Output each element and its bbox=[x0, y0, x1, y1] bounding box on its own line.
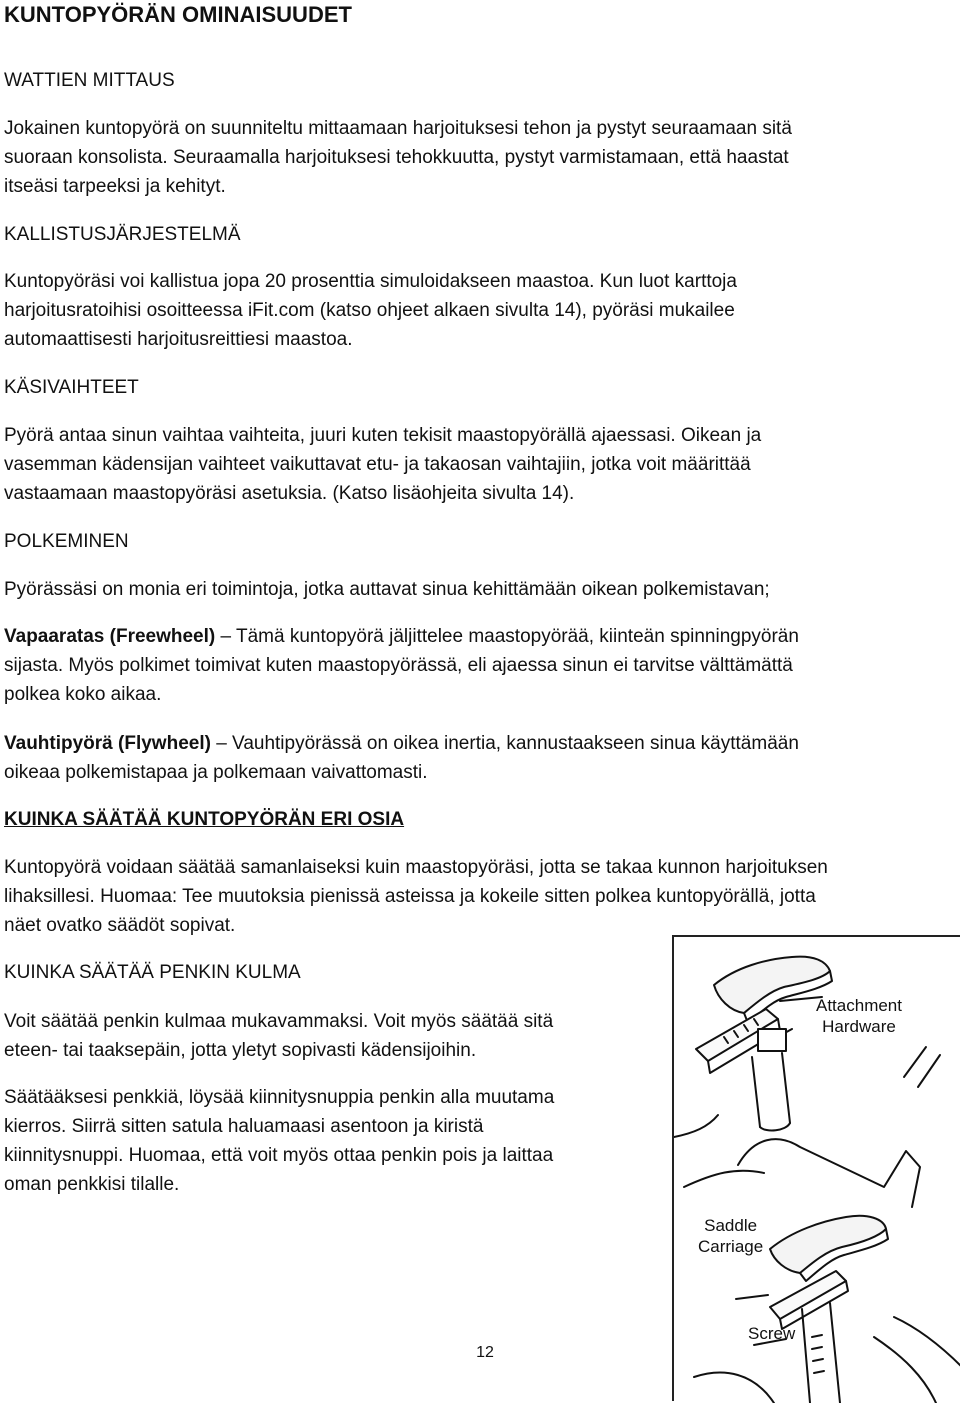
section-heading-shifters: KÄSIVAIHTEET bbox=[4, 377, 139, 398]
adjust-line-2: lihaksillesi. Huomaa: Tee muutoksia pienissä asteissa ja kokeile sitten polkea kuntopyörällä, jotta bbox=[4, 886, 816, 907]
seat-para1-line-1: Voit säätää penkin kulmaa mukavammaksi. Voit myös säätää sitä bbox=[4, 1011, 554, 1032]
freewheel-desc: – Tämä kuntopyörä jäljittelee maastopyörää, kiinteän spinningpyörän bbox=[215, 626, 799, 647]
label-saddle-line-2: Carriage bbox=[698, 1237, 764, 1256]
label-attachment-line-2: Hardware bbox=[822, 1017, 896, 1036]
section-heading-tilt: KALLISTUSJÄRJESTELMÄ bbox=[4, 224, 241, 245]
label-saddle-carriage bbox=[698, 1215, 763, 1257]
page-number: 12 bbox=[476, 1344, 494, 1361]
seat-para1-line-2: eteen- tai taaksepäin, jotta yletyt sopivasti kädensijoihin. bbox=[4, 1040, 477, 1061]
label-attachment-line-1: Attachment bbox=[816, 996, 902, 1015]
freewheel-line-3: polkea koko aikaa. bbox=[4, 684, 162, 705]
seat-para2-line-1: Säätääksesi penkkiä, löysää kiinnitysnuppia penkin alla muutama bbox=[4, 1087, 555, 1108]
label-attachment-hardware bbox=[816, 995, 902, 1037]
watts-line-1: Jokainen kuntopyörä on suunniteltu mittaamaan harjoituksesi tehon ja pystyt seuraamaan sitä bbox=[4, 118, 792, 139]
tilt-line-2: harjoitusratoihisi osoitteessa iFit.com (katso ohjeet alkaen sivulta 14), pyöräsi mukailee bbox=[4, 300, 735, 321]
section-heading-pedaling: POLKEMINEN bbox=[4, 531, 129, 552]
shifters-line-3: vastaamaan maastopyöräsi asetuksia. (Katso lisäohjeita sivulta 14). bbox=[4, 483, 575, 504]
flywheel-line-1 bbox=[4, 729, 799, 758]
adjust-line-1: Kuntopyörä voidaan säätää samanlaiseksi kuin maastopyöräsi, jotta se takaa kunnon harjoituksen bbox=[4, 857, 828, 878]
label-screw: Screw bbox=[748, 1324, 796, 1343]
adjust-line-3: näet ovatko säädöt sopivat. bbox=[4, 915, 236, 936]
saddle-adjustment-illustration bbox=[672, 935, 960, 1401]
watts-line-3: itseäsi tarpeeksi ja kehityt. bbox=[4, 176, 226, 197]
freewheel-term: Vapaaratas (Freewheel) bbox=[4, 626, 216, 647]
freewheel-line-2: sijasta. Myös polkimet toimivat kuten maastopyörässä, eli ajaessa sinun ei tarvitse välttämättä bbox=[4, 655, 793, 676]
seat-para2-line-3: kiinnitysnuppi. Huomaa, että voit myös ottaa penkin pois ja laittaa bbox=[4, 1145, 554, 1166]
label-saddle-line-1: Saddle bbox=[704, 1216, 758, 1235]
section-heading-seat: KUINKA SÄÄTÄÄ PENKIN KULMA bbox=[4, 962, 301, 983]
flywheel-desc: – Vauhtipyörässä on oikea inertia, kannustaakseen sinua käyttämään bbox=[210, 733, 799, 754]
tilt-line-3: automaattisesti harjoitusreittiesi maastoa. bbox=[4, 329, 353, 350]
section-heading-adjust: KUINKA SÄÄTÄÄ KUNTOPYÖRÄN ERI OSIA bbox=[4, 809, 405, 830]
seat-para2-line-2: kierros. Siirrä sitten satula haluamaasi asentoon ja kiristä bbox=[4, 1116, 484, 1137]
section-heading-watts: WATTIEN MITTAUS bbox=[4, 70, 175, 91]
page-title: KUNTOPYÖRÄN OMINAISUUDET bbox=[4, 2, 352, 27]
flywheel-line-2: oikeaa polkemistapaa ja polkemaan vaivattomasti. bbox=[4, 762, 428, 783]
seat-para2-line-4: oman penkkisi tilalle. bbox=[4, 1174, 180, 1195]
tilt-line-1: Kuntopyöräsi voi kallistua jopa 20 prosenttia simuloidakseen maastoa. Kun luot karttoja bbox=[4, 271, 737, 292]
freewheel-line-1 bbox=[4, 622, 799, 651]
shifters-line-2: vasemman kädensijan vaihteet vaikuttavat etu- ja takaosan vaihtajiin, jotka voit määrittää bbox=[4, 454, 751, 475]
shifters-line-1: Pyörä antaa sinun vaihtaa vaihteita, juuri kuten tekisit maastopyörällä ajaessasi. Oikean ja bbox=[4, 425, 762, 446]
flywheel-term: Vauhtipyörä (Flywheel) bbox=[4, 733, 211, 754]
watts-line-2: suoraan konsolista. Seuraamalla harjoituksesi tehokkuutta, pystyt varmistamaan, että haastat bbox=[4, 147, 789, 168]
pedaling-intro: Pyörässäsi on monia eri toimintoja, jotka auttavat sinua kehittämään oikean polkemistavan; bbox=[4, 579, 770, 600]
